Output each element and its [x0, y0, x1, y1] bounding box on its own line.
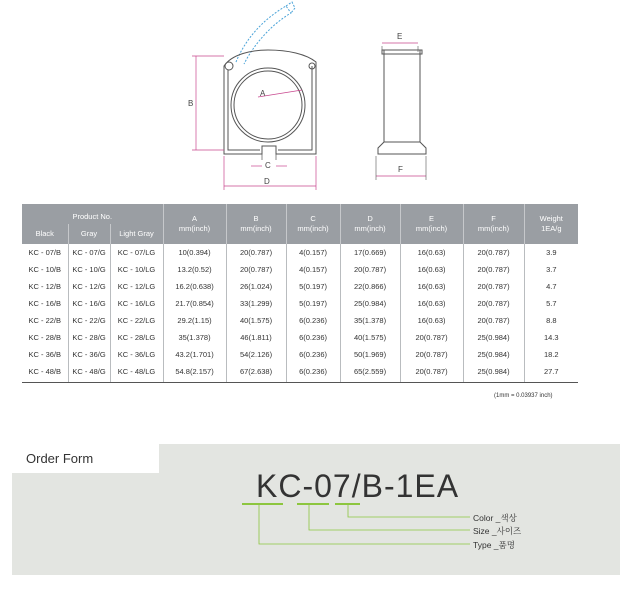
table-cell: 17(0.669) — [340, 244, 400, 261]
table-cell: 67(2.638) — [226, 363, 286, 383]
table-cell: 5(0.197) — [286, 295, 340, 312]
table-cell: KC - 36/B — [28, 350, 61, 359]
table-cell: KC - 07/B — [28, 248, 61, 257]
table-cell: KC - 28/LG — [110, 329, 163, 346]
table-cell: 40(1.575) — [340, 329, 400, 346]
table-cell: 16(0.63) — [400, 244, 463, 261]
table-cell: KC - 28/G — [68, 329, 110, 346]
table-cell: 25(0.984) — [463, 346, 524, 363]
table-cell: 25(0.984) — [340, 295, 400, 312]
table-row — [22, 278, 578, 295]
table-row — [22, 346, 578, 363]
table-cell: 6(0.236) — [286, 312, 340, 329]
label-d: D — [264, 177, 270, 186]
label-f: F — [398, 165, 403, 174]
table-row — [22, 329, 578, 346]
table-cell: 20(0.787) — [463, 312, 524, 329]
label-c: C — [265, 161, 271, 170]
table-cell: 5.7 — [524, 295, 578, 312]
table-cell: 20(0.787) — [463, 295, 524, 312]
table-cell: KC - 48/G — [68, 363, 110, 383]
table-cell: KC - 10/B — [28, 265, 61, 274]
table-cell: 6(0.236) — [286, 363, 340, 383]
table-cell: KC - 22/LG — [110, 312, 163, 329]
table-cell: KC - 48/B — [22, 363, 68, 383]
col-d-header: D mm(inch) — [340, 204, 400, 244]
table-row — [22, 363, 578, 383]
table-cell: 26(1.024) — [226, 278, 286, 295]
table-cell: 4(0.157) — [286, 244, 340, 261]
col-a-header: A mm(inch) — [163, 204, 226, 244]
table-cell: 20(0.787) — [463, 261, 524, 278]
table-cell: 4.7 — [524, 278, 578, 295]
order-form-title: Order Form — [26, 451, 94, 466]
table-cell: 20(0.787) — [226, 261, 286, 278]
col-b-header: B mm(inch) — [226, 204, 286, 244]
type-key-label: Type _품명 — [473, 540, 515, 550]
table-cell: 50(1.969) — [340, 346, 400, 363]
table-cell: 16(0.63) — [400, 295, 463, 312]
table-cell: 65(2.559) — [340, 363, 400, 383]
col-gray-header: Gray — [68, 224, 110, 244]
table-cell: 20(0.787) — [463, 278, 524, 295]
table-cell: 21.7(0.854) — [163, 295, 226, 312]
label-b: B — [188, 99, 194, 108]
label-a: A — [260, 89, 266, 98]
table-cell: 35(1.378) — [340, 312, 400, 329]
table-cell: 46(1.811) — [226, 329, 286, 346]
table-cell: KC - 16/LG — [110, 295, 163, 312]
table-row — [22, 261, 578, 278]
table-cell: KC - 10/G — [68, 261, 110, 278]
table-cell: 16(0.63) — [400, 278, 463, 295]
table-cell: KC - 22/G — [68, 312, 110, 329]
table-cell: 25(0.984) — [463, 363, 524, 383]
spec-table — [22, 204, 578, 383]
table-cell: 20(0.787) — [400, 329, 463, 346]
col-black-header: Black — [22, 224, 68, 244]
table-cell: 4(0.157) — [286, 261, 340, 278]
table-cell: KC - 12/B — [28, 282, 61, 291]
table-cell: KC - 36/G — [68, 346, 110, 363]
col-f-header: F mm(inch) — [463, 204, 524, 244]
table-row — [22, 295, 578, 312]
table-cell: 20(0.787) — [400, 346, 463, 363]
order-form-panel — [12, 444, 620, 575]
table-cell: KC - 28/B — [28, 333, 61, 342]
table-cell: 14.3 — [524, 329, 578, 346]
table-cell: 18.2 — [524, 346, 578, 363]
table-cell: KC - 16/B — [28, 299, 61, 308]
table-cell: 16(0.63) — [400, 261, 463, 278]
table-cell: KC - 36/LG — [110, 346, 163, 363]
type-leader-line — [259, 505, 470, 544]
table-cell: KC - 12/LG — [110, 278, 163, 295]
table-cell: 3.9 — [524, 244, 578, 261]
table-cell: 3.7 — [524, 261, 578, 278]
table-cell: 40(1.575) — [226, 312, 286, 329]
table-cell: 54(2.126) — [226, 346, 286, 363]
product-no-header: Product No. — [22, 204, 163, 224]
table-cell: 43.2(1.701) — [163, 346, 226, 363]
table-cell: 20(0.787) — [463, 244, 524, 261]
technical-drawing — [0, 0, 630, 200]
side-view-drawing — [376, 46, 426, 180]
table-cell: KC - 07/LG — [110, 244, 163, 261]
front-view-drawing — [224, 2, 316, 160]
table-cell: 8.8 — [524, 312, 578, 329]
col-e-header: E mm(inch) — [400, 204, 463, 244]
table-cell: 29.2(1.15) — [163, 312, 226, 329]
table-cell: KC - 10/LG — [110, 261, 163, 278]
table-row — [22, 244, 578, 261]
table-cell: 27.7 — [524, 363, 578, 383]
col-light-gray-header: Light Gray — [110, 224, 163, 244]
table-cell: 16(0.63) — [400, 312, 463, 329]
color-leader-line — [348, 505, 470, 517]
table-cell: 6(0.236) — [286, 346, 340, 363]
table-cell: 20(0.787) — [400, 363, 463, 383]
order-code: KC-07/B-1EA — [256, 468, 460, 504]
table-cell: 10(0.394) — [163, 244, 226, 261]
table-cell: 20(0.787) — [340, 261, 400, 278]
order-code-callouts — [12, 444, 620, 575]
table-cell: 22(0.866) — [340, 278, 400, 295]
table-cell: 5(0.197) — [286, 278, 340, 295]
col-c-header: C mm(inch) — [286, 204, 340, 244]
unit-note: (1mm = 0.03937 inch) — [494, 393, 553, 399]
size-leader-line — [309, 505, 470, 530]
table-cell: 25(0.984) — [463, 329, 524, 346]
table-cell: 16.2(0.638) — [163, 278, 226, 295]
table-cell: KC - 48/LG — [110, 363, 163, 383]
label-e: E — [397, 32, 403, 41]
table-cell: 35(1.378) — [163, 329, 226, 346]
table-cell: 20(0.787) — [226, 244, 286, 261]
table-cell: 54.8(2.157) — [163, 363, 226, 383]
table-cell: 13.2(0.52) — [163, 261, 226, 278]
table-cell: 6(0.236) — [286, 329, 340, 346]
table-row — [22, 312, 578, 329]
table-cell: KC - 07/G — [68, 244, 110, 261]
table-cell: KC - 16/G — [68, 295, 110, 312]
col-weight-header: Weight 1EA/g — [524, 204, 578, 244]
table-cell: KC - 12/G — [68, 278, 110, 295]
table-cell: 33(1.299) — [226, 295, 286, 312]
color-key-label: Color _색상 — [473, 513, 517, 523]
size-key-label: Size _사이즈 — [473, 526, 522, 536]
table-cell: KC - 22/B — [28, 316, 61, 325]
